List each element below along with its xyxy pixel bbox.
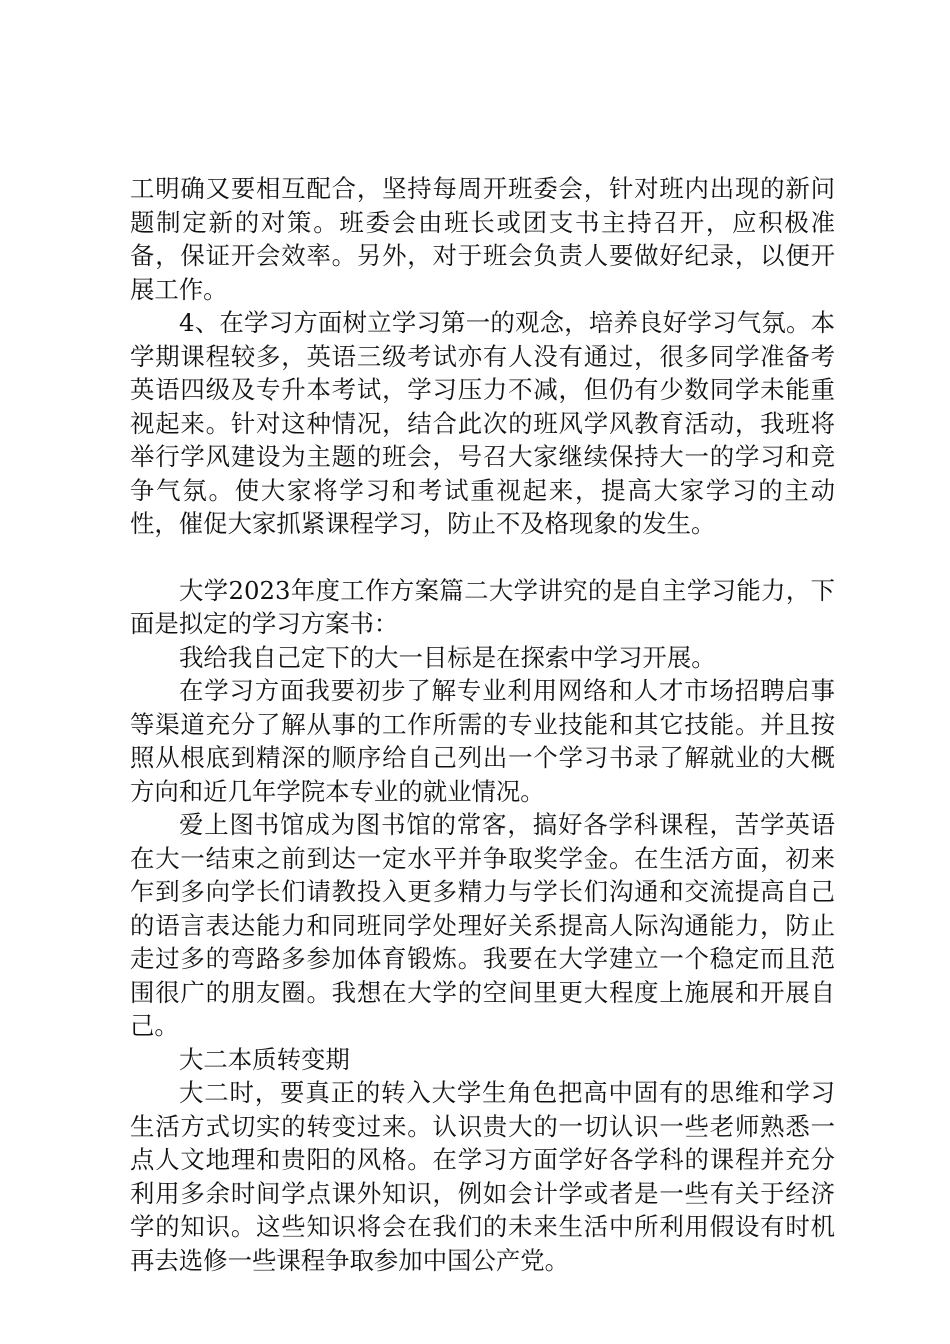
paragraph-study-atmosphere: 4、在学习方面树立学习第一的观念，培养良好学习气氛。本学期课程较多，英语三级考试亦有人没有通过，很多同学准备考英语四级及专升本考试，学习压力不减，但仍有少数同学未能重视起来。针对这种情况，结合此次的班风学风教育活动，我班将举行学风建设为主题的班会，号召大家继续保持大一的学习和竞争气氛。使大家将学习和考试重视起来，提高大家学习的主动性，催促大家抓紧课程学习，防止不及格现象的发生。 — [130, 308, 835, 538]
paragraph-sophomore-plan: 大二时，要真正的转入大学生角色把高中固有的思维和学习生活方式切实的转变过来。认识贵大的一切认识一些老师熟悉一点人文地理和贵阳的风格。在学习方面学好各学科的课程并充分利用多余时间学点课外知识，例如会计学或者是一些有关于经济学的知识。这些知识将会在我们的未来生活中所利用假设有时机再去选修一些课程争取参加中国公产党。 — [130, 1078, 835, 1275]
section-heading-sophomore: 大二本质转变期 — [179, 1044, 350, 1074]
paragraph-study-plan: 在学习方面我要初步了解专业利用网络和人才市场招聘启事等渠道充分了解从事的工作所需的专业技能和其它技能。并且按照从根底到精深的顺序给自己列出一个学习书录了解就业的大概方向和近几年学院本专业的就业情况。 — [130, 676, 835, 806]
document-body — [130, 172, 835, 1277]
paragraph-library-life: 爱上图书馆成为图书馆的常客，搞好各学科课程，苦学英语在大一结束之前到达一定水平并争取奖学金。在生活方面，初来乍到多向学长们请教投入更多精力与学长们沟通和交流提高自己的语言表达能力和同班同学处理好关系提高人际沟通能力，防止走过多的弯路多参加体育锻炼。我要在大学建立一个稳定而且范围很广的朋友圈。我想在大学的空间里更大程度上施展和开展自己。 — [130, 810, 835, 1040]
paragraph-continuation: 工明确又要相互配合，坚持每周开班委会，针对班内出现的新问题制定新的对策。班委会由班长或团支书主持召开，应积极准备，保证开会效率。另外，对于班会负责人要做好纪录，以便开展工作。 — [130, 174, 835, 304]
paragraph-plan-intro: 大学2023年度工作方案篇二大学讲究的是自主学习能力，下面是拟定的学习方案书： — [130, 575, 835, 638]
paragraph-freshman-goal: 我给我自己定下的大一目标是在探索中学习开展。 — [179, 642, 716, 672]
